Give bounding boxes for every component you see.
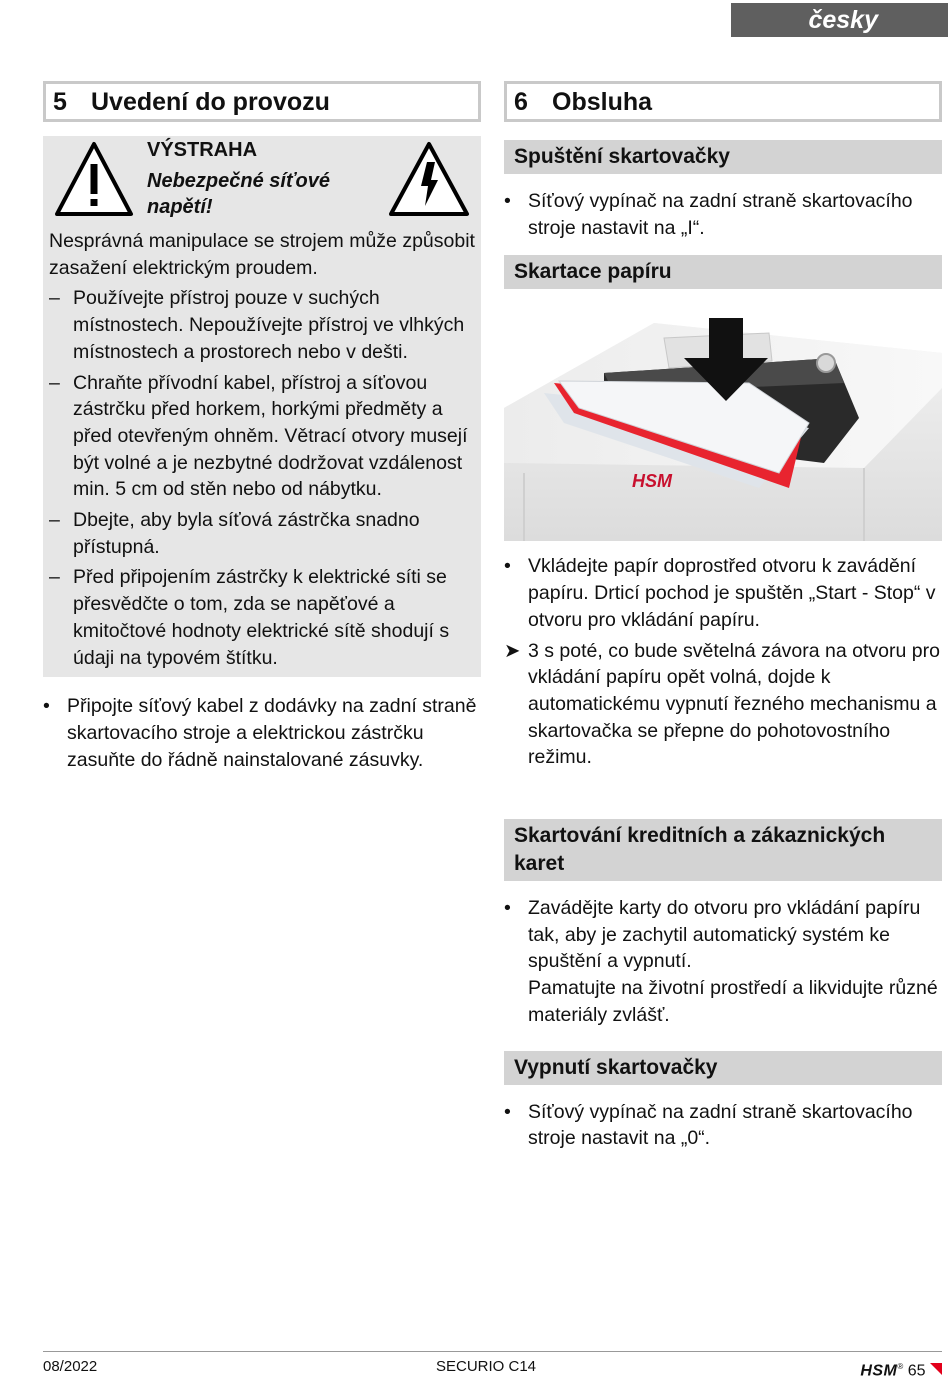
- shredding-result: [504, 638, 942, 772]
- hsm-photo-label: HSM: [632, 471, 672, 492]
- footer-date: 08/2022: [43, 1358, 98, 1375]
- chapter-number: 6: [514, 88, 528, 116]
- high-voltage-icon: [387, 140, 471, 218]
- cards-instructions: [504, 895, 942, 1029]
- warning-intro: Nesprávná manipulace se strojem může způsobit zasažení elektrickým proudem.: [49, 230, 475, 279]
- warning-box: [43, 136, 481, 677]
- section-heading-start: Spuštění skartovačky: [504, 140, 942, 174]
- bullet-mark: •: [43, 695, 50, 718]
- list-item: • Připojte síťový kabel z dodávky na zadní straně skartovacího stroje a elektrickou zástrčku zasuňte do řádně nainstalované zásuvky.: [43, 695, 477, 771]
- section-heading-switch-off: Vypnutí skartovačky: [504, 1051, 942, 1085]
- bullet-mark: •: [504, 1100, 511, 1123]
- page-footer: [43, 1351, 942, 1380]
- list-item: – Před připojením zástrčky k elektrické síti se přesvědčte o tom, zda se napěťové a kmitočtové hodnoty elektrické sítě shodují s údaji na typovém štítku.: [49, 566, 450, 669]
- shredding-instructions: [504, 553, 942, 633]
- language-label: česky: [808, 6, 878, 34]
- section-heading-shredding: Skartace papíru: [504, 255, 942, 289]
- list-item: • Vkládejte papír doprostřed otvoru k zavádění papíru. Drticí pochod je spuštěn „Start - Stop“ v otvoru pro vkládání papíru.: [504, 555, 936, 631]
- left-column: [43, 81, 481, 773]
- page-number: 65: [907, 1362, 926, 1380]
- hsm-logo: HSM: [860, 1362, 898, 1380]
- switch-off-instructions: [504, 1099, 942, 1152]
- list-item: – Dbejte, aby byla síťová zástrčka snadno přístupná.: [49, 509, 420, 558]
- warning-triangle-icon: [53, 140, 135, 218]
- section-heading-cards: Skartování kreditních a zákaznických karet: [504, 819, 942, 881]
- environment-note: Pamatujte na životní prostředí a likvidujte různé materiály zvlášť.: [528, 977, 938, 1026]
- corner-triangle-icon: [930, 1363, 942, 1375]
- start-instructions: [504, 188, 942, 241]
- chapter-heading-6: [504, 81, 942, 122]
- list-item: • Zavádějte karty do otvoru pro vkládání papíru tak, aby je zachytil automatický systém ke spuštění a vypnutí. Pamatujte na životní prostředí a likvidujte různé materiály zvlášť.: [504, 897, 938, 1026]
- chapter-title: Uvedení do provozu: [91, 88, 330, 116]
- dash-mark: –: [49, 566, 60, 589]
- dash-mark: –: [49, 371, 60, 394]
- bullet-mark: •: [504, 897, 511, 920]
- connect-instructions: [43, 693, 481, 773]
- list-item: – Chraňte přívodní kabel, přístroj a síťovou zástrčku před horkem, horkými předměty a před otevřeným ohněm. Větrací otvory musejí být volné a je nezbytné dodržovat vzdálenost min. 5 cm od stěn nebo od nábytku.: [49, 371, 468, 501]
- footer-right: HSM® 65: [860, 1352, 942, 1386]
- footer-model: SECURIO C14: [436, 1358, 537, 1375]
- chapter-title: Obsluha: [552, 88, 653, 116]
- warning-title: VÝSTRAHA: [147, 139, 258, 161]
- arrow-icon: ➤: [504, 639, 521, 662]
- warning-header: [49, 136, 475, 228]
- right-column: [504, 81, 942, 1152]
- list-item: – Používejte přístroj pouze v suchých místnostech. Nepoužívejte přístroj ve vlhkých místnostech a prostorech nebo v dešti.: [49, 287, 465, 363]
- chapter-heading-5: [43, 81, 481, 122]
- warning-list: [49, 285, 475, 671]
- list-item: • Síťový vypínač na zadní straně skartovacího stroje nastavit na „0“.: [504, 1100, 913, 1150]
- list-item: • Síťový vypínač na zadní straně skartovacího stroje nastavit na „I“.: [504, 190, 913, 239]
- bullet-mark: •: [504, 190, 511, 212]
- dash-mark: –: [49, 509, 60, 532]
- dash-mark: –: [49, 287, 60, 310]
- language-tab: [731, 3, 948, 37]
- warning-subtitle: Nebezpečné síťové napětí!: [147, 170, 330, 218]
- list-item: ➤ 3 s poté, co bude světelná závora na otvoru pro vkládání papíru opět volná, dojde k automatickému vypnutí řezného mechanismu a skartovačka se přepne do pohotovostního režimu.: [504, 639, 940, 769]
- chapter-number: 5: [53, 88, 67, 116]
- bullet-mark: •: [504, 555, 511, 578]
- shredder-photo: [504, 313, 942, 541]
